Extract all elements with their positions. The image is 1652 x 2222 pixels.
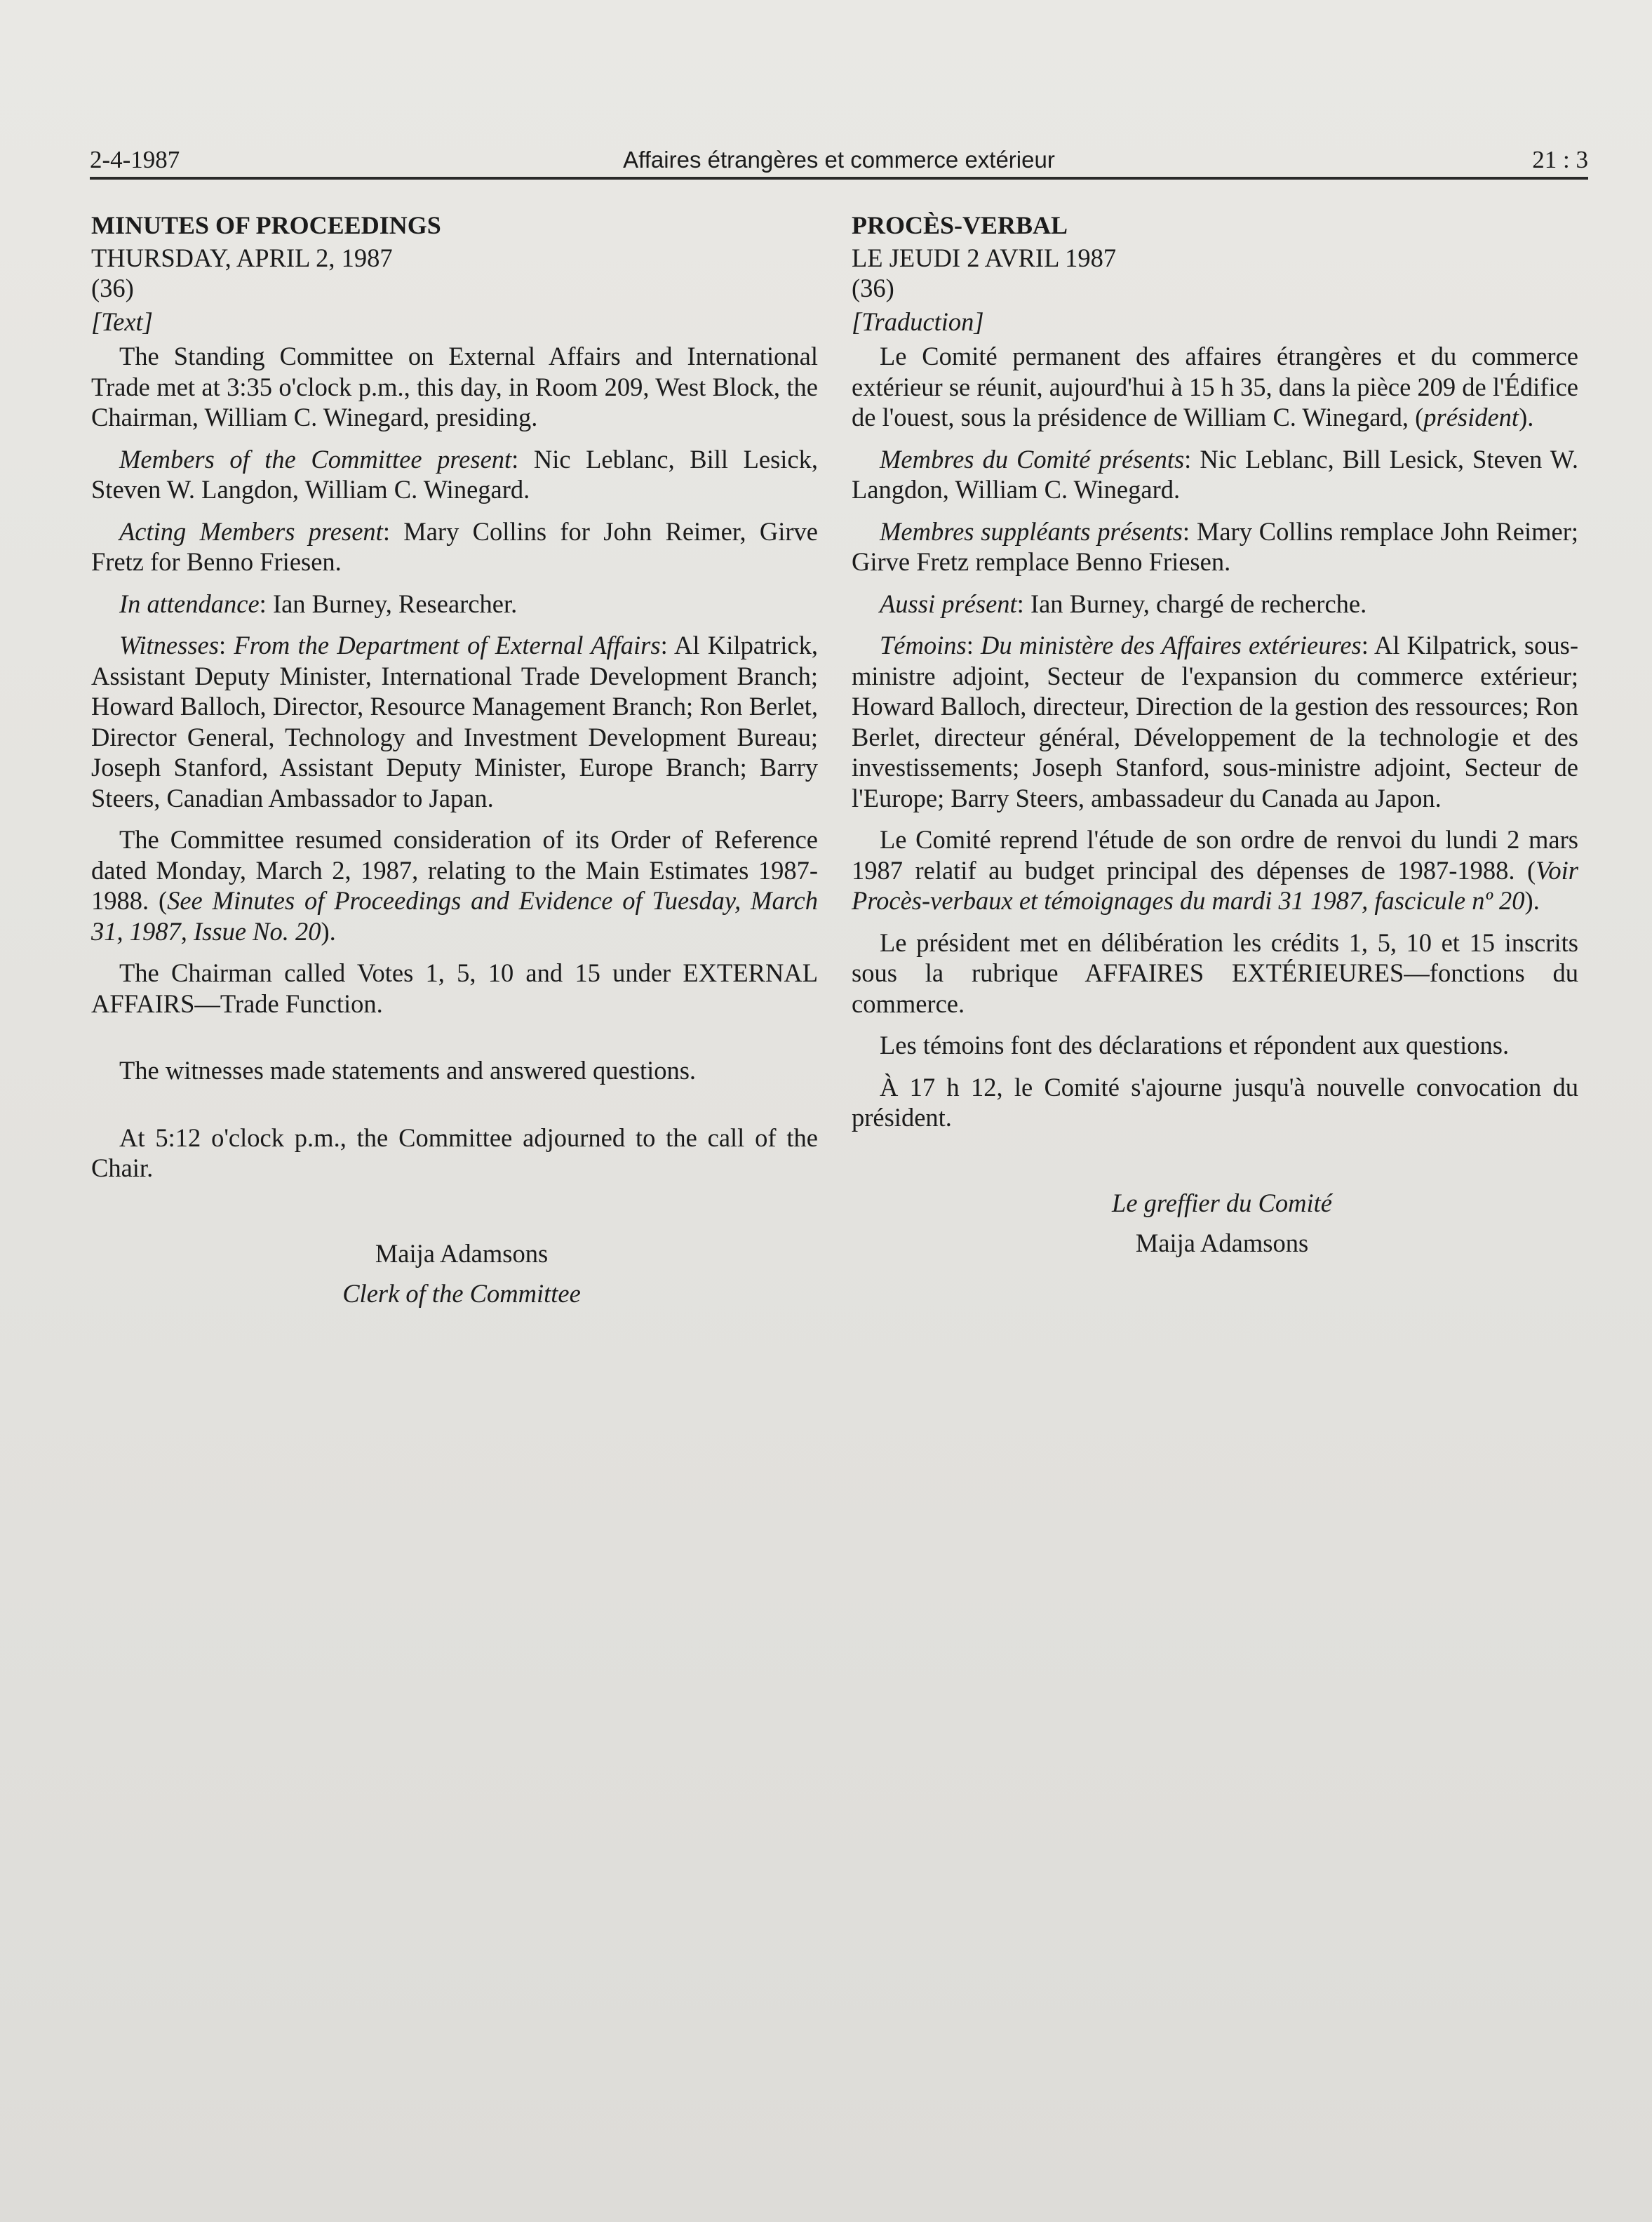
- english-resumed-text: The Committee resumed consideration of its Order of Reference dated Monday, March 2, 1987, relating to the Main Estimates 1987-1988. (: [91, 825, 818, 915]
- french-adjourned-paragraph: À 17 h 12, le Comité s'ajourne jusqu'à nouvelle convocation du président.: [852, 1072, 1578, 1132]
- french-witnesses-paragraph: [852, 630, 1578, 813]
- french-signature-title: Le greffier du Comité: [1112, 1188, 1332, 1217]
- french-acting-paragraph: [852, 516, 1578, 577]
- english-attendance-label: In attendance: [119, 589, 260, 618]
- header-title: Affaires étrangères et commerce extérieur: [623, 147, 1055, 173]
- french-column: [852, 210, 1578, 1269]
- french-text-marker: [Traduction]: [852, 307, 984, 336]
- french-number: (36): [852, 274, 894, 302]
- french-opening-paragraph: [852, 341, 1578, 433]
- french-opening-italic: président: [1423, 403, 1519, 431]
- french-attendance-label: Aussi présent: [880, 589, 1017, 618]
- french-members-label: Membres du Comité présents: [880, 444, 1185, 474]
- french-signature-name: Maija Adamsons: [1135, 1229, 1309, 1257]
- english-resumed-paragraph: [91, 824, 818, 946]
- english-votes-paragraph: The Chairman called Votes 1, 5, 10 and 15 under EXTERNAL AFFAIRS—Trade Function.: [91, 958, 818, 1018]
- english-acting-paragraph: [91, 516, 818, 577]
- french-resumed-end: ).: [1524, 886, 1540, 915]
- french-opening-text: Le Comité permanent des affaires étrangères et du commerce extérieur se réunit, aujourd'hui à 15 h 35, dans la pièce 209 de l'Édifice de l'ouest, sous la présidence de William C. Winegard, (: [852, 342, 1578, 431]
- french-opening-end: ).: [1519, 403, 1534, 431]
- english-signature-name: Maija Adamsons: [375, 1238, 549, 1268]
- french-signature-block: [852, 1188, 1578, 1259]
- english-text-marker: [Text]: [91, 307, 153, 336]
- french-witnesses-dept: Du ministère des Affaires extérieures: [981, 631, 1362, 660]
- french-resumed-text: Le Comité reprend l'étude de son ordre de renvoi du lundi 2 mars 1987 relatif au budget principal des dépenses de 1987-1988. (: [852, 825, 1578, 885]
- french-resumed-paragraph: [852, 824, 1578, 916]
- french-statements-paragraph: Les témoins font des déclarations et répondent aux questions.: [880, 1031, 1510, 1059]
- english-column: [91, 210, 818, 1319]
- english-members-paragraph: [91, 444, 818, 505]
- english-attendance-paragraph: [91, 589, 818, 620]
- french-witnesses-colon: :: [966, 631, 981, 660]
- english-members-label: Members of the Committee present: [119, 444, 512, 474]
- english-opening-paragraph: The Standing Committee on External Affairs and International Trade met at 3:35 o'clock p.m., this day, in Room 209, West Block, the Chairman, William C. Winegard, presiding.: [91, 342, 818, 431]
- english-heading: MINUTES OF PROCEEDINGS: [91, 211, 441, 239]
- french-acting-text: : Mary Collins remplace John Reimer; Girve Fretz remplace Benno Friesen.: [852, 516, 1578, 576]
- english-attendance-text: : Ian Burney, Researcher.: [259, 589, 518, 618]
- french-resumed-ref: Voir Procès-verbaux et témoignages du mardi 31 1987, fascicule nº 20: [852, 855, 1578, 915]
- english-acting-label: Acting Members present: [119, 516, 383, 546]
- english-witnesses-paragraph: [91, 630, 818, 813]
- english-witnesses-label: Witnesses: [119, 631, 219, 660]
- english-date-line: THURSDAY, APRIL 2, 1987: [91, 243, 393, 272]
- french-votes-paragraph: Le président met en délibération les crédits 1, 5, 10 et 15 inscrits sous la rubrique AFFAIRES EXTÉRIEURES—fonctions du commerce.: [852, 928, 1578, 1018]
- english-resumed-ref: See Minutes of Proceedings and Evidence of Tuesday, March 31, 1987, Issue No. 20: [91, 886, 819, 946]
- french-date-line: LE JEUDI 2 AVRIL 1987: [852, 243, 1117, 272]
- french-acting-label: Membres suppléants présents: [880, 516, 1183, 546]
- french-witnesses-label: Témoins: [880, 631, 967, 660]
- french-attendance-text: : Ian Burney, chargé de recherche.: [1016, 589, 1367, 618]
- french-members-paragraph: [852, 444, 1578, 505]
- english-acting-text: : Mary Collins for John Reimer, Girve Fretz for Benno Friesen.: [91, 516, 819, 576]
- french-witnesses-text: : Al Kilpatrick, sous-ministre adjoint, Secteur de l'expansion du commerce extérieur; Howard Balloch, directeur, Direction de la gestion des ressources; Ron Berlet, directeur général, Développement de la technologie et des investissements; Joseph Stanford, sous-ministre adjoint, Secteur de l'Europe; Barry Steers, ambassadeur du Canada au Japon.: [852, 631, 1578, 812]
- french-heading: PROCÈS-VERBAL: [852, 211, 1068, 239]
- english-statements-paragraph: The witnesses made statements and answered questions.: [119, 1056, 697, 1085]
- english-signature-block: [91, 1238, 818, 1309]
- header-date: 2-4-1987: [90, 146, 180, 173]
- english-witnesses-colon: :: [218, 631, 234, 660]
- header-page-number: 21 : 3: [1532, 146, 1588, 173]
- english-witnesses-text: : Al Kilpatrick, Assistant Deputy Minister, International Trade Development Branch; Howard Balloch, Director, Resource Management Branch; Ron Berlet, Director General, Technology and Investment Development Bureau; Joseph Stanford, Assistant Deputy Minister, Europe Branch; Barry Steers, Canadian Ambassador to Japan.: [91, 631, 818, 812]
- english-number: (36): [91, 274, 134, 302]
- english-signature-title: Clerk of the Committee: [342, 1279, 581, 1308]
- english-resumed-end: ).: [321, 916, 336, 946]
- french-members-text: : Nic Leblanc, Bill Lesick, Steven W. Langdon, William C. Winegard.: [852, 444, 1578, 504]
- english-members-text: : Nic Leblanc, Bill Lesick, Steven W. Langdon, William C. Winegard.: [91, 444, 818, 504]
- english-witnesses-dept: From the Department of External Affairs: [234, 631, 661, 660]
- french-attendance-paragraph: [852, 589, 1578, 620]
- page-header: [90, 142, 1588, 180]
- english-adjourned-paragraph: At 5:12 o'clock p.m., the Committee adjourned to the call of the Chair.: [91, 1123, 818, 1182]
